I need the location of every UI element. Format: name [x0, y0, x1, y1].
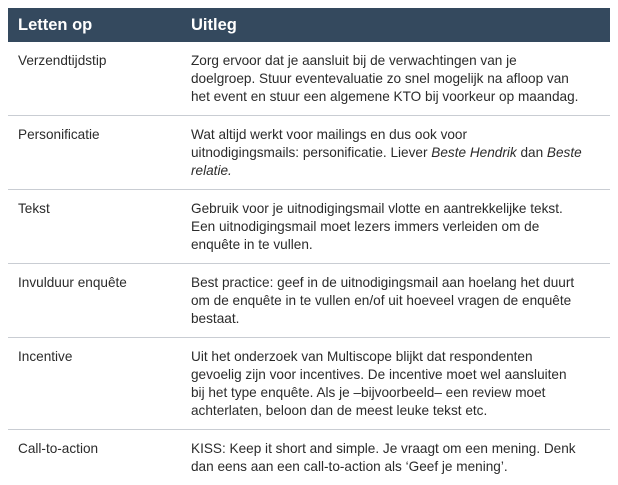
row-explanation: [191, 190, 601, 263]
table-row: [8, 42, 610, 116]
table-header: [8, 8, 610, 42]
row-term: Invulduur enquête: [18, 275, 127, 290]
explanation-line: [191, 144, 601, 162]
explanation-line: om de enquête in te vullen en/of uit hoeveel vragen de enquête: [191, 293, 572, 308]
table-row: [8, 430, 610, 485]
emphasis-text: relatie.: [191, 163, 232, 178]
explanation-line: doelgroep. Stuur eventevaluatie zo snel mogelijk na afloop van: [191, 71, 569, 86]
row-term: Incentive: [18, 349, 73, 364]
explanation-line: Wat altijd werkt voor mailings en dus ook voor: [191, 127, 468, 142]
row-term: Tekst: [18, 201, 50, 216]
row-explanation: [191, 338, 601, 429]
explanation-line: dan eens aan een call-to-action als ‘Geef je mening’.: [191, 459, 508, 474]
emphasis-text: Beste: [546, 145, 582, 160]
table-row: [8, 190, 610, 264]
explanation-line: bij het type enquête. Als je –bijvoorbeeld– een review moet: [191, 385, 546, 400]
row-explanation: [191, 42, 601, 115]
explanation-line: Best practice: geef in de uitnodigingsmail aan hoelang het duurt: [191, 275, 575, 290]
explanation-line: Zorg ervoor dat je aansluit bij de verwachtingen van je: [191, 53, 517, 68]
explanation-line: Gebruik voor je uitnodigingsmail vlotte en aantrekkelijke tekst.: [191, 201, 563, 216]
row-explanation: [191, 116, 601, 189]
row-explanation: [191, 264, 601, 337]
explanation-line: Een uitnodigingsmail moet lezers immers verleiden om de: [191, 219, 540, 234]
explanation-text: uitnodigingsmails: personificatie. Liever: [191, 145, 432, 160]
explanation-line: [191, 162, 601, 180]
header-letten-op: Letten op: [18, 16, 93, 34]
table-row: [8, 338, 610, 430]
tips-table: [8, 8, 610, 485]
explanation-line: achterlaten, beloon dan de meest leuke tekst etc.: [191, 403, 488, 418]
explanation-line: het event en stuur een algemene KTO bij voorkeur op maandag.: [191, 89, 579, 104]
explanation-text: dan: [516, 145, 547, 160]
explanation-line: Uit het onderzoek van Multiscope blijkt dat respondenten: [191, 349, 533, 364]
emphasis-text: Beste Hendrik: [431, 145, 517, 160]
row-term: Call-to-action: [18, 441, 99, 456]
explanation-line: bestaat.: [191, 311, 240, 326]
table-row: [8, 264, 610, 338]
table-row: [8, 116, 610, 190]
explanation-line: gevoelig zijn voor incentives. De incentive moet wel aansluiten: [191, 367, 567, 382]
row-term: Verzendtijdstip: [18, 53, 107, 68]
explanation-line: enquête in te vullen.: [191, 237, 313, 252]
header-uitleg: Uitleg: [191, 16, 237, 34]
explanation-line: KISS: Keep it short and simple. Je vraagt om een mening. Denk: [191, 441, 576, 456]
row-term: Personificatie: [18, 127, 100, 142]
row-explanation: [191, 430, 601, 485]
